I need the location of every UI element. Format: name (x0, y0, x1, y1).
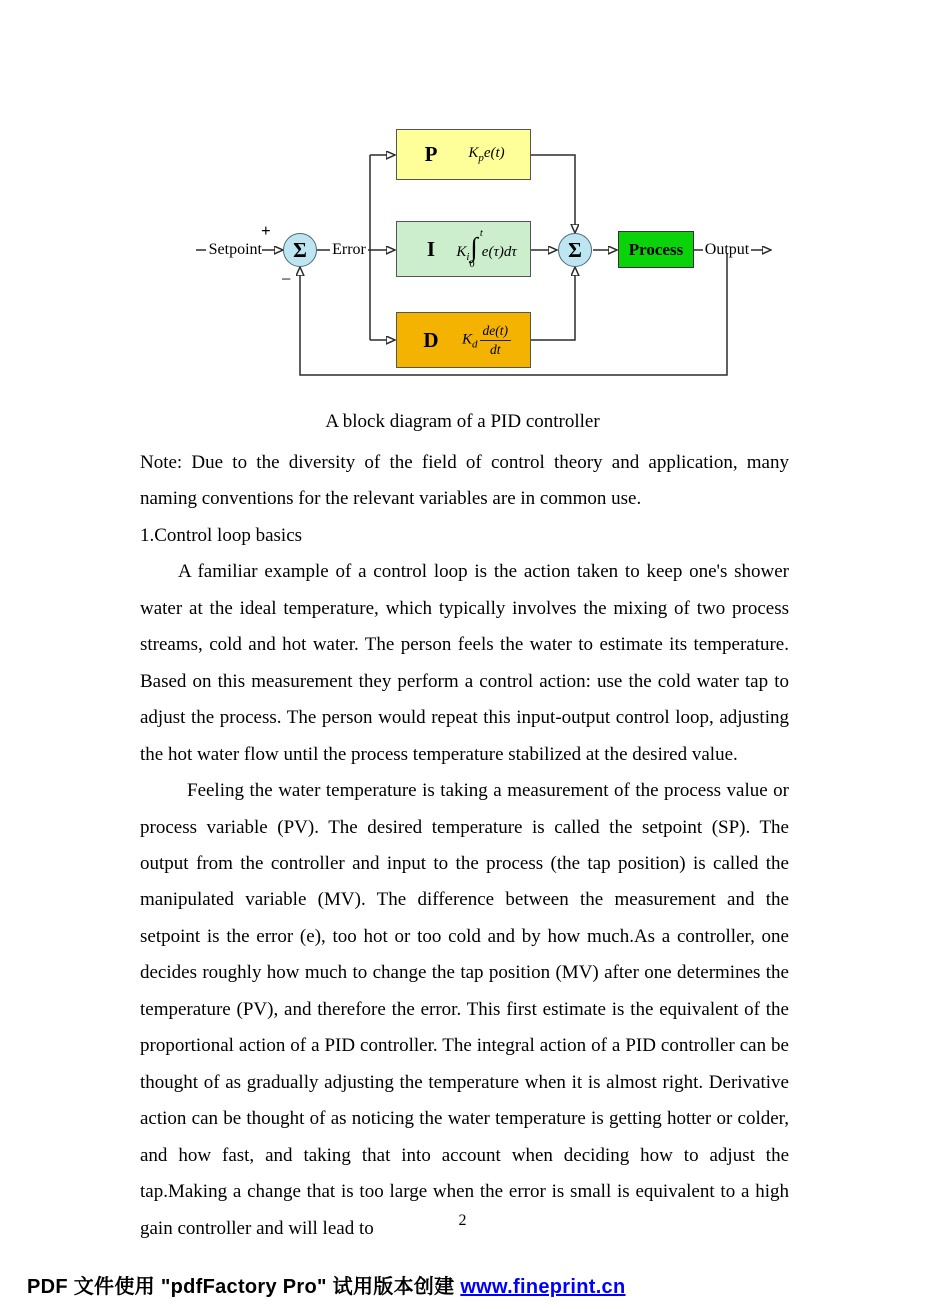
output-label: Output (704, 241, 750, 258)
proportional-block (396, 129, 531, 180)
proportional-formula: $K_pe(t)$ (468, 145, 505, 164)
integral-letter: I (426, 236, 436, 261)
body-text (140, 445, 789, 1247)
summing-junction-input: Σ (283, 233, 317, 267)
fineprint-link[interactable]: www.fineprint.cn (460, 1276, 626, 1298)
derivative-letter: D (423, 327, 439, 352)
integral-sign: ∫ t 0 (469, 228, 483, 270)
paragraph-control-loop-example: A familiar example of a control loop is the action taken to keep one's shower water at the ideal temperature, which typically involves the mixing of two process streams, cold and hot water. The person feels the water to estimate its temperature. Based on this measurement they perform a control action: use the cold water tap to adjust the process. The person would repeat this input-output control loop, adjusting the hot water flow until the process temperature stabilized at the desired value. (140, 561, 789, 765)
integral-block (396, 221, 531, 277)
process-block: Process (618, 231, 694, 268)
summing-junction-output: Σ (558, 233, 592, 267)
error-label: Error (330, 241, 368, 259)
paragraph-process-variable: Feeling the water temperature is taking a measurement of the process value or process variable (PV). The desired temperature is called the setpoint (SP). The output from the controller and input to the process (the tap position) is called the manipulated variable (MV). The difference between the measurement and the setpoint is the error (e), too hot or too cold and by how much.As a controller, one decides roughly how much to change the tap position (MV) after one determines the temperature (PV), and therefore the error. This first estimate is the equivalent of the proportional action of a PID controller. The integral action of a PID controller can be thought of as gradually adjusting the temperature when it is almost right. Derivative action can be thought of as noticing the water temperature is getting hotter or colder, and how fast, and taking that into account when deciding how to adjust the tap.Making a change that is too large when the error is small is equivalent to a high gain controller and will lead to (140, 780, 789, 1239)
derivative-block (396, 312, 531, 368)
pid-block-diagram (0, 0, 925, 400)
section-heading: 1.Control loop basics (140, 524, 303, 546)
derivative-formula: $K_d$ $\frac{de(t)}{dt}$ (453, 323, 530, 357)
proportional-letter: P (424, 142, 438, 166)
minus-sign: − (281, 269, 292, 289)
setpoint-label: Setpoint (208, 241, 262, 258)
integral-formula: $K_i\int$ t 0 e(τ)dτ (456, 228, 517, 270)
watermark-text: PDF 文件使用 "pdfFactory Pro" 试用版本创建 (27, 1276, 461, 1298)
figure-caption: A block diagram of a PID controller (325, 411, 600, 432)
note-paragraph: Note: Due to the diversity of the field of control theory and application, many naming conventions for the relevant variables are in common use. (140, 452, 789, 510)
plus-sign: + (261, 221, 271, 240)
pdf-watermark-footer (27, 1270, 907, 1299)
derivative-fraction: $\frac{de(t)}{dt}$ (480, 323, 511, 357)
page-number: 2 (458, 1212, 467, 1229)
